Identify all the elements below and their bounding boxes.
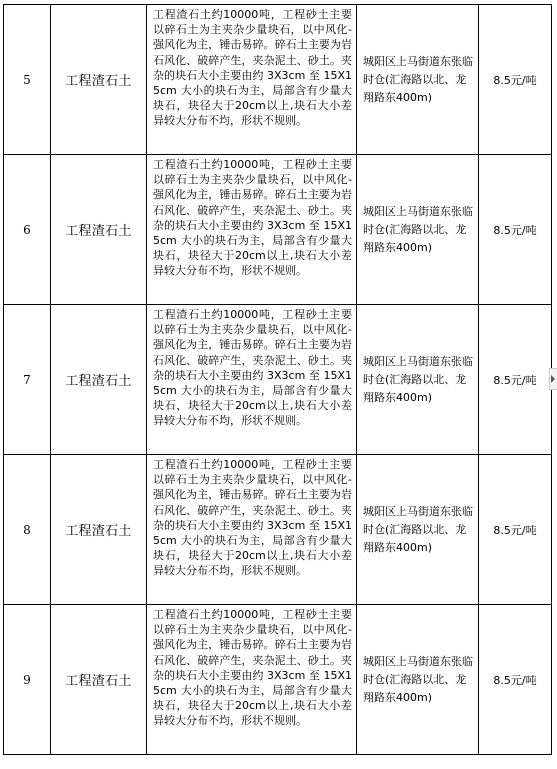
storage-location: 城阳区上马街道东张临时仓(汇海路以北、龙翔路东400m)	[357, 605, 479, 755]
side-expand-tab[interactable]	[549, 368, 557, 390]
row-number: 5	[4, 5, 51, 155]
storage-location: 城阳区上马街道东张临时仓(汇海路以北、龙翔路东400m)	[357, 455, 479, 605]
material-name: 工程渣石土	[51, 5, 147, 155]
material-description: 工程渣石土约10000吨，工程砂土主要以碎石土为主夹杂少量块石，以中风化-强风化为主，锤击易碎。碎石土主要为岩石风化、破碎产生，夹杂泥土、砂土。夹杂的块石大小主要由约 3X3cm 至 15X15cm 大小的块石为主，局部含有少量大块石，块径大于20cm以上,块石大小差异较大分布不均，形状不规则。	[147, 5, 357, 155]
row-number: 8	[4, 455, 51, 605]
material-name: 工程渣石土	[51, 455, 147, 605]
table-row	[4, 5, 552, 155]
table-row	[4, 305, 552, 455]
material-description: 工程渣石土约10000吨，工程砂土主要以碎石土为主夹杂少量块石，以中风化-强风化为主，锤击易碎。碎石土主要为岩石风化、破碎产生，夹杂泥土、砂土。夹杂的块石大小主要由约 3X3cm 至 15X15cm 大小的块石为主，局部含有少量大块石，块径大于20cm以上,块石大小差异较大分布不均，形状不规则。	[147, 155, 357, 305]
material-description: 工程渣石土约10000吨，工程砂土主要以碎石土为主夹杂少量块石，以中风化-强风化为主，锤击易碎。碎石土主要为岩石风化、破碎产生，夹杂泥土、砂土。夹杂的块石大小主要由约 3X3cm 至 15X15cm 大小的块石为主，局部含有少量大块石，块径大于20cm以上,块石大小差异较大分布不均，形状不规则。	[147, 305, 357, 455]
storage-location: 城阳区上马街道东张临时仓(汇海路以北、龙翔路东400m)	[357, 5, 479, 155]
material-description: 工程渣石土约10000吨，工程砂土主要以碎石土为主夹杂少量块石，以中风化-强风化为主，锤击易碎。碎石土主要为岩石风化、破碎产生，夹杂泥土、砂土。夹杂的块石大小主要由约 3X3cm 至 15X15cm 大小的块石为主，局部含有少量大块石，块径大于20cm以上,块石大小差异较大分布不均，形状不规则。	[147, 605, 357, 755]
storage-location: 城阳区上马街道东张临时仓(汇海路以北、龙翔路东400m)	[357, 305, 479, 455]
table-row	[4, 455, 552, 605]
material-name: 工程渣石土	[51, 305, 147, 455]
row-number: 6	[4, 155, 51, 305]
table-row	[4, 155, 552, 305]
unit-price: 8.5元/吨	[479, 605, 552, 755]
listing-table	[3, 4, 552, 755]
row-number: 7	[4, 305, 51, 455]
storage-location: 城阳区上马街道东张临时仓(汇海路以北、龙翔路东400m)	[357, 155, 479, 305]
chevron-right-icon	[551, 375, 555, 383]
material-description: 工程渣石土约10000吨，工程砂土主要以碎石土为主夹杂少量块石，以中风化-强风化为主，锤击易碎。碎石土主要为岩石风化、破碎产生，夹杂泥土、砂土。夹杂的块石大小主要由约 3X3cm 至 15X15cm 大小的块石为主，局部含有少量大块石，块径大于20cm以上,块石大小差异较大分布不均，形状不规则。	[147, 455, 357, 605]
unit-price: 8.5元/吨	[479, 455, 552, 605]
unit-price: 8.5元/吨	[479, 305, 552, 455]
unit-price: 8.5元/吨	[479, 155, 552, 305]
material-name: 工程渣石土	[51, 605, 147, 755]
table-row	[4, 605, 552, 755]
material-name: 工程渣石土	[51, 155, 147, 305]
row-number: 9	[4, 605, 51, 755]
unit-price: 8.5元/吨	[479, 5, 552, 155]
